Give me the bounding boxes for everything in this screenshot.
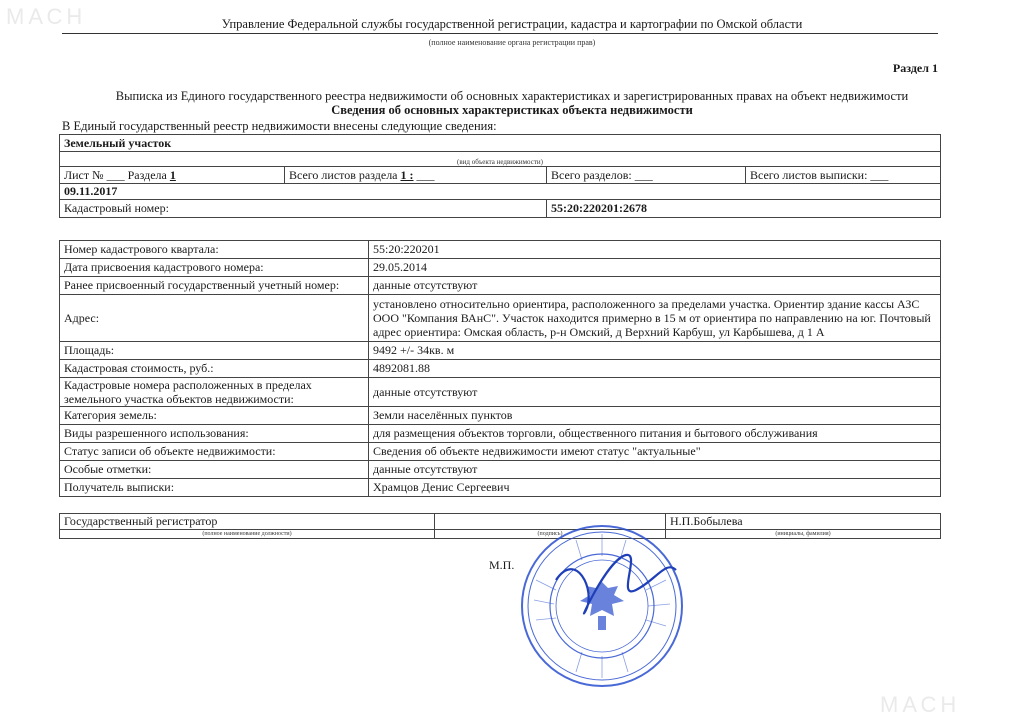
detail-label: Кадастровые номера расположенных в пределах земельного участка объектов недвижимости: [60, 378, 369, 407]
agency-note: (полное наименование органа регистрации прав) [428, 38, 596, 47]
extract-date: 09.11.2017 [60, 184, 941, 200]
detail-label: Ранее присвоенный государственный учетный номер: [60, 277, 369, 295]
sections-total-value: ___ [634, 167, 653, 182]
detail-value: Храмцов Денис Сергеевич [369, 479, 941, 497]
detail-row-address [60, 295, 941, 342]
object-type-note: (вид объекта недвижимости) [60, 152, 941, 167]
detail-row-prev-number [60, 277, 941, 295]
agency-underline [62, 33, 938, 34]
detail-row-area [60, 342, 941, 360]
registrar-name: Н.П.Бобылева [666, 514, 941, 530]
detail-label: Адрес: [60, 295, 369, 342]
detail-label: Кадастровая стоимость, руб.: [60, 360, 369, 378]
seal-place-label: М.П. [489, 558, 515, 572]
detail-value: 29.05.2014 [369, 259, 941, 277]
detail-row-status [60, 443, 941, 461]
sheet-label: Лист № [64, 167, 104, 182]
detail-row-assign-date [60, 259, 941, 277]
sheets-total-value: ___ [870, 167, 889, 182]
detail-value: Земли населённых пунктов [369, 407, 941, 425]
sheet-number: ___ [106, 167, 125, 182]
detail-value: 9492 +/- 34кв. м [369, 342, 941, 360]
detail-row-special-notes [60, 461, 941, 479]
signature-note: (подпись) [435, 530, 666, 539]
detail-row-permitted-use [60, 425, 941, 443]
extract-subtitle: Сведения об основных характеристиках объекта недвижимости [331, 103, 693, 117]
details-table [59, 240, 941, 497]
sheets-total-label: Всего листов выписки: [750, 167, 868, 182]
detail-value: данные отсутствуют [369, 277, 941, 295]
object-type: Земельный участок [60, 135, 941, 152]
detail-label: Получатель выписки: [60, 479, 369, 497]
object-header-table [59, 134, 941, 218]
watermark-top-left: МАСН [6, 4, 87, 29]
watermark-bottom-right: МАСН [880, 692, 961, 717]
detail-value: 4892081.88 [369, 360, 941, 378]
detail-value: установлено относительно ориентира, расположенного за пределами участка. Ориентир здание кассы АЗС ООО "Компания ВАнС". Участок находится примерно в 15 м от ориентира по направлению на юг. Почтовый адрес ориентира: Омская область, р-н Омский, д Верхний Карбуш, ул Карбышева, д 1 А [369, 295, 941, 342]
detail-label: Категория земель: [60, 407, 369, 425]
registrar-position: Государственный регистратор [60, 514, 435, 530]
sheets-in-section-blank: ___ [416, 167, 435, 182]
detail-row-nested-objects [60, 378, 941, 407]
sections-total-label: Всего разделов: [551, 167, 632, 182]
detail-row-cadastral-value [60, 360, 941, 378]
position-note: (полное наименование должности) [60, 530, 435, 539]
detail-label: Статус записи об объекте недвижимости: [60, 443, 369, 461]
detail-value: данные отсутствуют [369, 378, 941, 407]
cadastral-number-label: Кадастровый номер: [60, 200, 547, 218]
section-number: 1 [169, 167, 176, 182]
sections-total-cell [547, 167, 746, 184]
detail-label: Номер кадастрового квартала: [60, 241, 369, 259]
section-label: Раздел 1 [892, 61, 938, 75]
detail-value: данные отсутствуют [369, 461, 941, 479]
extract-title: Выписка из Единого государственного реестра недвижимости об основных характеристиках и зарегистрированных правах на объект недвижимости [115, 89, 909, 103]
sheets-in-section-label: Всего листов раздела [289, 167, 398, 182]
sheet-cell [60, 167, 285, 184]
detail-row-quarter [60, 241, 941, 259]
name-note: (инициалы, фамилия) [666, 530, 941, 539]
sheets-in-section-cell [285, 167, 547, 184]
detail-value: 55:20:220201 [369, 241, 941, 259]
detail-row-recipient [60, 479, 941, 497]
detail-value: для размещения объектов торговли, общественного питания и бытового обслуживания [369, 425, 941, 443]
section-number-label: Раздела [127, 167, 167, 182]
detail-label: Особые отметки: [60, 461, 369, 479]
sheets-in-section-value: 1 : [400, 167, 414, 182]
detail-label: Виды разрешенного использования: [60, 425, 369, 443]
cadastral-number-value: 55:20:220201:2678 [547, 200, 941, 218]
intro-text: В Единый государственный реестр недвижимости внесены следующие сведения: [62, 119, 497, 133]
detail-label: Площадь: [60, 342, 369, 360]
signature-table [59, 513, 941, 539]
sheets-total-cell [746, 167, 941, 184]
detail-row-land-category [60, 407, 941, 425]
agency-name: Управление Федеральной службы государственной регистрации, кадастра и картографии по Омской области [221, 17, 803, 31]
official-seal-stamp [516, 520, 691, 690]
detail-label: Дата присвоения кадастрового номера: [60, 259, 369, 277]
detail-value: Сведения об объекте недвижимости имеют статус "актуальные" [369, 443, 941, 461]
